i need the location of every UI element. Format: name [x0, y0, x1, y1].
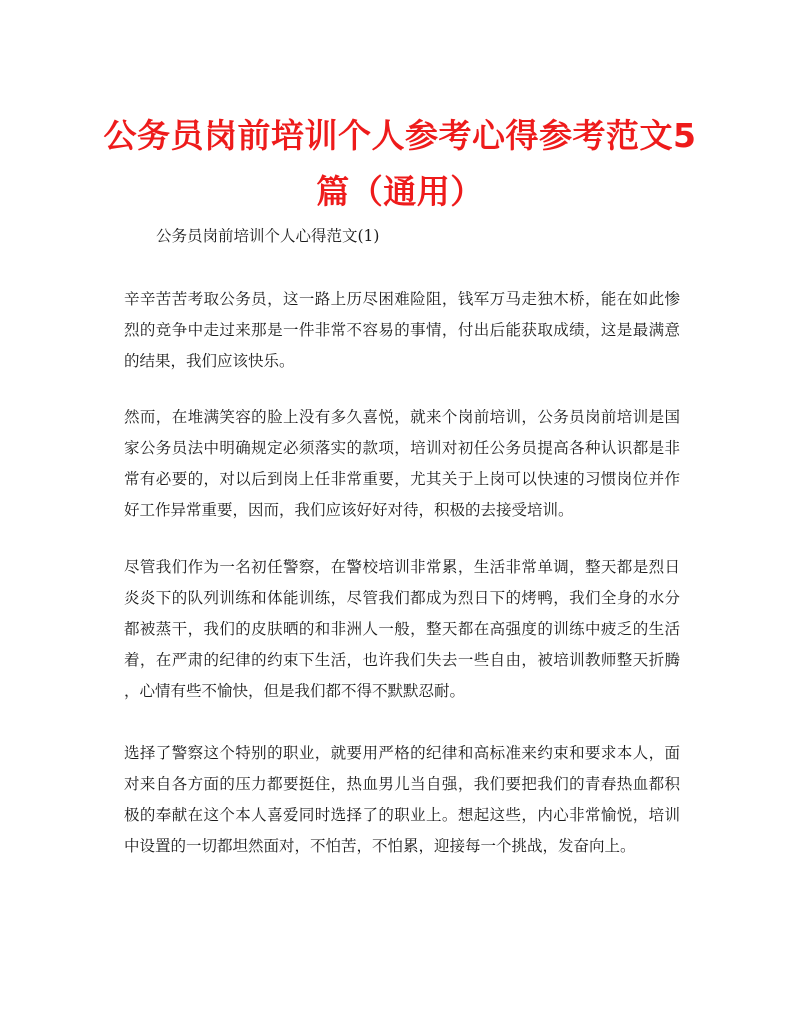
- document-title-line-1: 公务员岗前培训个人参考心得参考范文5: [103, 116, 697, 155]
- paragraph-line: ，心情有些不愉快，但是我们都不得不默默忍耐。: [124, 682, 466, 700]
- paragraph-line: 尽管我们作为一名初任警察，在警校培训非常累，生活非常单调，整天都是烈日: [124, 558, 680, 576]
- paragraph-line: 家公务员法中明确规定必须落实的款项，培训对初任公务员提高各种认识都是非: [124, 439, 680, 457]
- paragraph-line: 极的奉献在这个本人喜爱同时选择了的职业上。想起这些，内心非常愉悦，培训: [124, 806, 680, 824]
- paragraph-1: [124, 284, 680, 377]
- document-title-line-2: 篇（通用）: [316, 172, 484, 211]
- paragraph-line: 对来自各方面的压力都要挺住，热血男儿当自强，我们要把我们的青春热血都积: [124, 775, 680, 793]
- paragraph-4: [124, 738, 680, 862]
- paragraph-2: [124, 402, 680, 526]
- paragraph-line: 然而，在堆满笑容的脸上没有多久喜悦，就来个岗前培训，公务员岗前培训是国: [124, 408, 680, 426]
- paragraph-line: 的结果，我们应该快乐。: [124, 352, 295, 370]
- paragraph-line: 都被蒸干，我们的皮肤晒的和非洲人一般，整天都在高强度的训练中疲乏的生活: [124, 620, 680, 638]
- paragraph-line: 着，在严肃的纪律的约束下生活，也许我们失去一些自由，被培训教师整天折腾: [124, 651, 680, 669]
- paragraph-line: 炎炎下的队列训练和体能训练，尽管我们都成为烈日下的烤鸭，我们全身的水分: [124, 589, 680, 607]
- paragraph-line: 辛辛苦苦考取公务员，这一路上历尽困难险阻，钱军万马走独木桥，能在如此惨: [124, 290, 680, 308]
- paragraph-3: [124, 552, 680, 707]
- paragraph-line: 中设置的一切都坦然面对，不怕苦，不怕累，迎接每一个挑战，发奋向上。: [124, 837, 636, 855]
- paragraph-line: 好工作异常重要，因而，我们应该好好对待，积极的去接受培训。: [124, 501, 574, 519]
- document-subtitle: 公务员岗前培训个人心得范文(1): [156, 227, 380, 245]
- paragraph-line: 烈的竞争中走过来那是一件非常不容易的事情，付出后能获取成绩，这是最满意: [124, 321, 680, 339]
- paragraph-line: 常有必要的，对以后到岗上任非常重要，尤其关于上岗可以快速的习惯岗位并作: [124, 470, 680, 488]
- paragraph-line: 选择了警察这个特别的职业，就要用严格的纪律和高标准来约束和要求本人，面: [124, 744, 680, 762]
